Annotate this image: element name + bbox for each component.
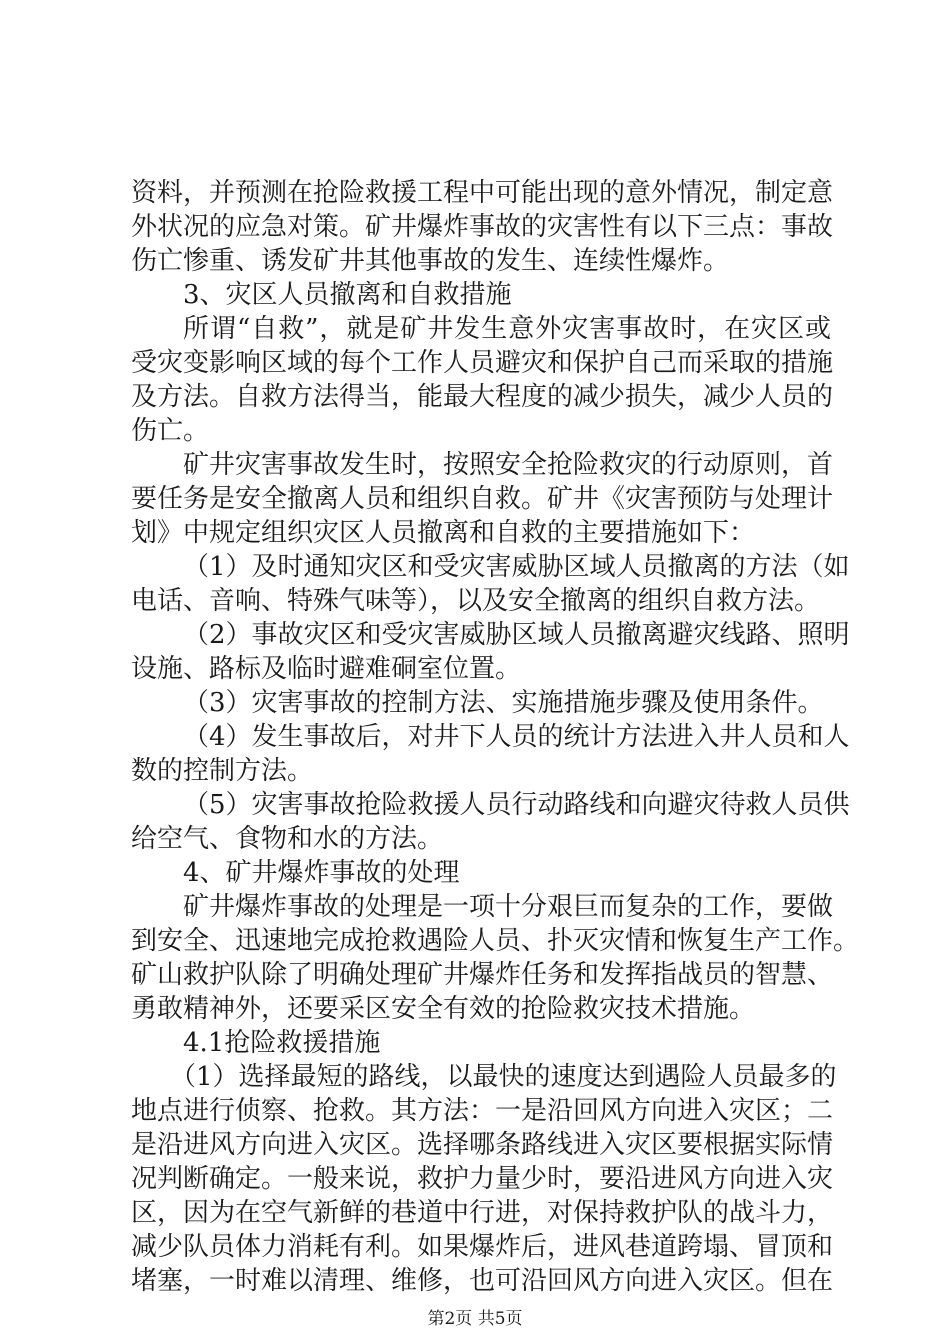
text-line: 给空气、食物和水的方法。 [131,824,444,854]
text-line: 堵塞，一时难以清理、维修，也可沿回风方向进入灾区。但在 [131,1266,834,1296]
text-line: 矿井爆炸事故的处理是一项十分艰巨而复杂的工作，要做 [183,892,834,922]
page-footer: 第2页 共5页 [427,1309,523,1329]
text-line: 况判断确定。一般来说，救护力量少时，要沿进风方向进入灾 [131,1164,834,1194]
list-item: （3）灾害事故的控制方法、实施措施步骤及使用条件。 [183,688,824,718]
list-item: （1）选择最短的路线，以最快的速度达到遇险人员最多的 [170,1062,837,1092]
text-line: 划》中规定组织灾区人员撤离和自救的主要措施如下： [131,518,756,548]
text-line: 设施、路标及临时避难硐室位置。 [131,654,522,684]
text-line: 矿井灾害事故发生时，按照安全抢险救灾的行动原则，首 [183,450,834,480]
text-line: 受灾变影响区域的每个工作人员避灾和保护自己而采取的措施 [131,348,834,378]
text-line: 到安全、迅速地完成抢救遇险人员、扑灭灾情和恢复生产工作。 [131,926,860,956]
text-line: 资料，并预测在抢险救援工程中可能出现的意外情况，制定意 [131,178,834,208]
text-line: 外状况的应急对策。矿井爆炸事故的灾害性有以下三点：事故 [131,212,834,242]
list-item: （2）事故灾区和受灾害威胁区域人员撤离避灾线路、照明 [183,620,850,650]
list-item: （5）灾害事故抢险救援人员行动路线和向避灾待救人员供 [183,790,850,820]
text-line: 电话、音响、特殊气味等），以及安全撤离的组织自救方法。 [131,586,821,616]
text-line: 是沿进风方向进入灾区。选择哪条路线进入灾区要根据实际情 [131,1130,834,1160]
text-line: 地点进行侦察、抢救。其方法：一是沿回风方向进入灾区；二 [131,1096,834,1126]
section-heading: 3、灾区人员撤离和自救措施 [183,280,512,310]
text-line: 伤亡。 [131,416,210,446]
text-line: 减少队员体力消耗有利。如果爆炸后，进风巷道跨塌、冒顶和 [131,1232,834,1262]
subsection-heading: 4.1抢险救援措施 [183,1028,381,1058]
text-line: 及方法。自救方法得当，能最大程度的减少损失，减少人员的 [131,382,834,412]
text-line: 勇敢精神外，还要采区安全有效的抢险救灾技术措施。 [131,994,756,1024]
text-line: 矿山救护队除了明确处理矿井爆炸任务和发挥指战员的智慧、 [131,960,834,990]
list-item: （1）及时通知灾区和受灾害威胁区域人员撤离的方法（如 [183,552,850,582]
list-item: （4）发生事故后，对井下人员的统计方法进入井人员和人 [183,722,850,752]
text-line: 区，因为在空气新鲜的巷道中行进，对保持救护队的战斗力， [131,1198,834,1228]
text-line: 伤亡惨重、诱发矿井其他事故的发生、连续性爆炸。 [131,246,730,276]
section-heading: 4、矿井爆炸事故的处理 [183,858,460,888]
text-line: 数的控制方法。 [131,756,314,786]
text-line: 要任务是安全撤离人员和组织自救。矿井《灾害预防与处理计 [131,484,834,514]
text-line: 所谓“自救”，就是矿井发生意外灾害事故时，在灾区或 [183,314,831,344]
